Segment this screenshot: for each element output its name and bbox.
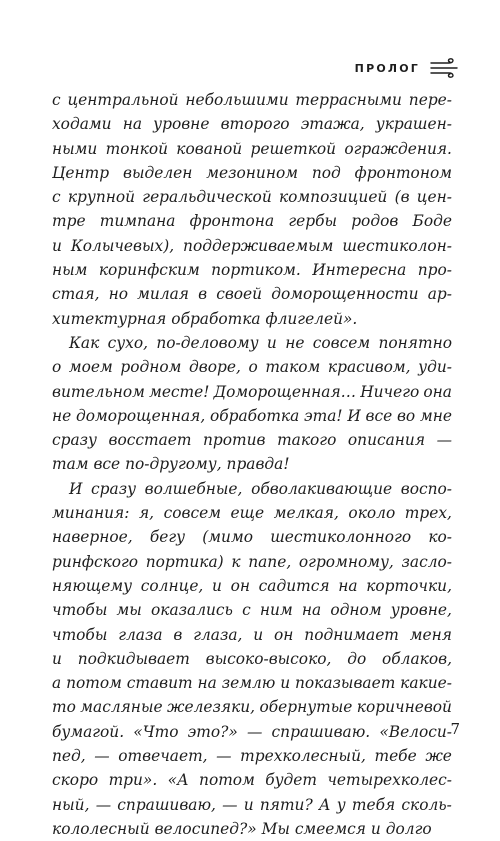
word: же (425, 747, 452, 766)
word: огромному, (298, 552, 394, 571)
word: тонкой (105, 139, 169, 158)
word: мы (116, 601, 142, 620)
word: он (230, 576, 250, 595)
text-line (52, 404, 452, 428)
word: четырехколес- (327, 771, 452, 790)
word: но (108, 285, 129, 304)
word: папе, (248, 552, 292, 571)
text-line (52, 307, 452, 331)
word: меня (409, 625, 452, 644)
word: во (396, 406, 416, 425)
word: это?» (187, 722, 238, 741)
text-line (52, 88, 452, 112)
word: эта! (304, 406, 343, 425)
word: украшен- (375, 115, 452, 134)
text-line (52, 550, 452, 574)
word: облаков, (382, 649, 452, 668)
word: Интересна (312, 261, 407, 280)
word: на (301, 601, 322, 620)
word: не (285, 333, 305, 352)
word: — (246, 722, 263, 741)
word: до (347, 649, 367, 668)
word: уди- (418, 358, 452, 377)
word: против (203, 431, 266, 450)
word: мезонином (206, 163, 298, 182)
word: и (243, 795, 254, 814)
word: с (52, 188, 61, 207)
text-line (52, 695, 452, 719)
text-line (52, 380, 452, 404)
word: «Что (133, 722, 179, 741)
word: — (436, 431, 452, 450)
word: поддерживаемым (183, 236, 334, 255)
word: все (93, 455, 121, 474)
word: чтобы (52, 625, 108, 644)
word: землю (221, 674, 276, 693)
word: по-деловому (156, 333, 259, 352)
word: наверное, (52, 528, 133, 547)
word: не (52, 406, 72, 425)
word: красивом, (327, 358, 411, 377)
word: спрашиваю, (117, 795, 216, 814)
word: мелкая, (273, 504, 339, 523)
word: геральдической (142, 188, 272, 207)
text-line (52, 647, 452, 671)
word: и (212, 576, 222, 595)
word: под (311, 163, 341, 182)
word: милая (137, 285, 189, 304)
text-line (52, 234, 452, 258)
text-line (52, 623, 452, 647)
word: шестиколонного (270, 528, 412, 547)
word: крупной (67, 188, 136, 207)
word: подкидывает (77, 649, 190, 668)
text-line (52, 793, 452, 817)
word: моем (68, 358, 113, 377)
word: глаза, (193, 625, 243, 644)
word: в (198, 285, 208, 304)
word: описания (347, 431, 426, 450)
word: и (253, 625, 264, 644)
word: потом (199, 771, 255, 790)
word: мне (419, 406, 452, 425)
word: хитектурная (52, 309, 167, 328)
word: потом (66, 674, 122, 693)
word: о (52, 358, 62, 377)
word: масляные (80, 698, 163, 717)
word: дворе, (189, 358, 241, 377)
word: восстает (108, 431, 192, 450)
word: второго (220, 115, 290, 134)
word: коринфским (98, 261, 200, 280)
word: ный, (52, 795, 90, 814)
word: обработка (171, 309, 261, 328)
word: будет (265, 771, 317, 790)
word: трехколесный, (240, 747, 366, 766)
word: я, (138, 504, 155, 523)
word: понятно (378, 333, 452, 352)
word: воспо- (400, 479, 452, 498)
body-text (52, 88, 452, 841)
word: стая, (52, 285, 100, 304)
word: центральной (67, 91, 179, 109)
word: фронтона (189, 212, 275, 231)
word: ными (52, 139, 98, 158)
word: ринфского (52, 552, 139, 571)
word: «А (167, 771, 189, 790)
word: няющему (52, 576, 133, 595)
word: тебе (374, 747, 417, 766)
word: решеткой (250, 139, 337, 158)
word: на (338, 576, 358, 595)
word: и (52, 236, 62, 255)
word: фронтоном (354, 163, 452, 182)
word: сразу (52, 431, 97, 450)
text-line (52, 209, 452, 233)
word: с (242, 601, 251, 620)
word: бумагой. (52, 722, 125, 741)
word: оказались (151, 601, 233, 620)
running-title: ПРОЛОГ (354, 61, 420, 75)
word: — (222, 795, 238, 814)
text-line (52, 744, 452, 768)
word: чтобы (52, 601, 108, 620)
text-line (52, 477, 452, 501)
text-line (52, 282, 452, 306)
wind-swirl-ornament-icon (430, 58, 460, 78)
word: и (370, 819, 381, 838)
text-line (52, 112, 452, 136)
word: о (248, 358, 258, 377)
word: ним (259, 601, 293, 620)
word: садится (258, 576, 330, 595)
running-head (355, 57, 460, 79)
word: Доморощенная… (213, 382, 357, 401)
word: солнце, (140, 576, 204, 595)
word: Ничего (360, 382, 420, 401)
word: еще (230, 504, 265, 523)
word: ставит (126, 674, 193, 693)
word: — (95, 795, 112, 814)
word: Центр (52, 163, 110, 182)
word: А (318, 795, 331, 814)
word: спрашиваю. (271, 722, 371, 741)
word: родов (351, 212, 399, 231)
text-line (52, 817, 452, 841)
word: и (280, 674, 291, 693)
word: шестиколон- (342, 236, 452, 255)
word: ходами (52, 115, 112, 134)
word: террасными (295, 91, 402, 109)
word: бегу (149, 528, 186, 547)
word: родном (120, 358, 182, 377)
word: поднимает (304, 625, 399, 644)
word: и (266, 333, 277, 352)
word: обработка (209, 406, 300, 425)
word: и (52, 649, 62, 668)
word: он (274, 625, 294, 644)
word: правда! (226, 455, 290, 474)
word: Как (69, 333, 100, 352)
word: волшебные, (144, 479, 243, 498)
word: корточки, (366, 576, 452, 595)
word: сразу (91, 479, 137, 498)
text-line (52, 452, 452, 476)
word: обернутые (259, 698, 353, 717)
word: — (216, 747, 232, 766)
word: вительном (52, 382, 145, 401)
word: этажа, (300, 115, 365, 134)
word: композицией (278, 188, 388, 207)
word: она (423, 382, 452, 401)
word: пере- (408, 91, 452, 109)
word: цен- (416, 188, 452, 207)
word: пяти? (259, 795, 313, 814)
word: (мимо (202, 528, 253, 547)
word: ным (52, 261, 88, 280)
word: уровне (153, 115, 210, 134)
text-line (52, 185, 452, 209)
word: около (348, 504, 396, 523)
word: на (197, 674, 217, 693)
word: тебя (351, 795, 396, 814)
word: сколь- (401, 795, 452, 814)
text-line (52, 525, 452, 549)
word: своей (216, 285, 263, 304)
word: Боде (412, 212, 452, 231)
word: трех, (404, 504, 452, 523)
page-number: 7 (450, 720, 460, 738)
word: — (94, 747, 110, 766)
word: по-другому, (125, 455, 222, 474)
word: какие- (400, 674, 452, 693)
word: кованой (176, 139, 243, 158)
word: И (347, 406, 361, 425)
text-line (52, 720, 452, 744)
word: минания: (52, 504, 130, 523)
word: (в (394, 188, 410, 207)
text-line (52, 428, 452, 452)
word: кололесный (52, 819, 150, 838)
text-line (52, 671, 452, 695)
text-line (52, 258, 452, 282)
word: в (173, 625, 183, 644)
word: совсем (312, 333, 371, 352)
word: сухо, (107, 333, 149, 352)
word: отвечает, (118, 747, 208, 766)
word: ко- (428, 528, 452, 547)
word: таком (265, 358, 321, 377)
word: на (122, 115, 143, 134)
word: пед, (52, 747, 86, 766)
text-line (52, 768, 452, 792)
word: с (52, 91, 61, 109)
word: Колычевых), (70, 236, 175, 255)
text-line (52, 161, 452, 185)
word: уровне, (390, 601, 452, 620)
word: скоро (52, 771, 99, 790)
word: у (336, 795, 346, 814)
word: тре (52, 212, 86, 231)
word: Мы (261, 819, 290, 838)
word: обволакивающие (251, 479, 393, 498)
word: ограждения. (344, 139, 452, 158)
text-line (52, 501, 452, 525)
word: то (52, 698, 76, 717)
word: высоко-высоко, (205, 649, 332, 668)
word: доморощенности (271, 285, 419, 304)
word: показывает (294, 674, 396, 693)
text-line (52, 137, 452, 161)
word: долго (385, 819, 432, 838)
word: одном (330, 601, 382, 620)
word: три». (108, 771, 158, 790)
word: все (365, 406, 393, 425)
word: засло- (401, 552, 452, 571)
word: велосипед?» (154, 819, 257, 838)
word: там (52, 455, 89, 474)
word: небольшими (185, 91, 289, 109)
word: портиком. (211, 261, 301, 280)
word: про- (417, 261, 452, 280)
word: такого (277, 431, 337, 450)
word: гербы (288, 212, 337, 231)
word: смеемся (294, 819, 366, 838)
word: к (231, 552, 241, 571)
word: доморощенная, (76, 406, 206, 425)
word: железяки, (166, 698, 256, 717)
text-line (52, 355, 452, 379)
word: выделен (122, 163, 193, 182)
word: И (69, 479, 83, 498)
word: совсем (163, 504, 221, 523)
word: коричневой (356, 698, 452, 717)
text-line (52, 331, 452, 355)
word: ар- (427, 285, 452, 304)
text-line (52, 598, 452, 622)
text-line (52, 574, 452, 598)
word: тимпана (99, 212, 176, 231)
word: флигелей». (265, 309, 358, 328)
word: портика) (145, 552, 224, 571)
word: «Велоси- (379, 722, 452, 741)
word: а (52, 674, 62, 693)
word: месте! (149, 382, 210, 401)
word: глаза (118, 625, 163, 644)
